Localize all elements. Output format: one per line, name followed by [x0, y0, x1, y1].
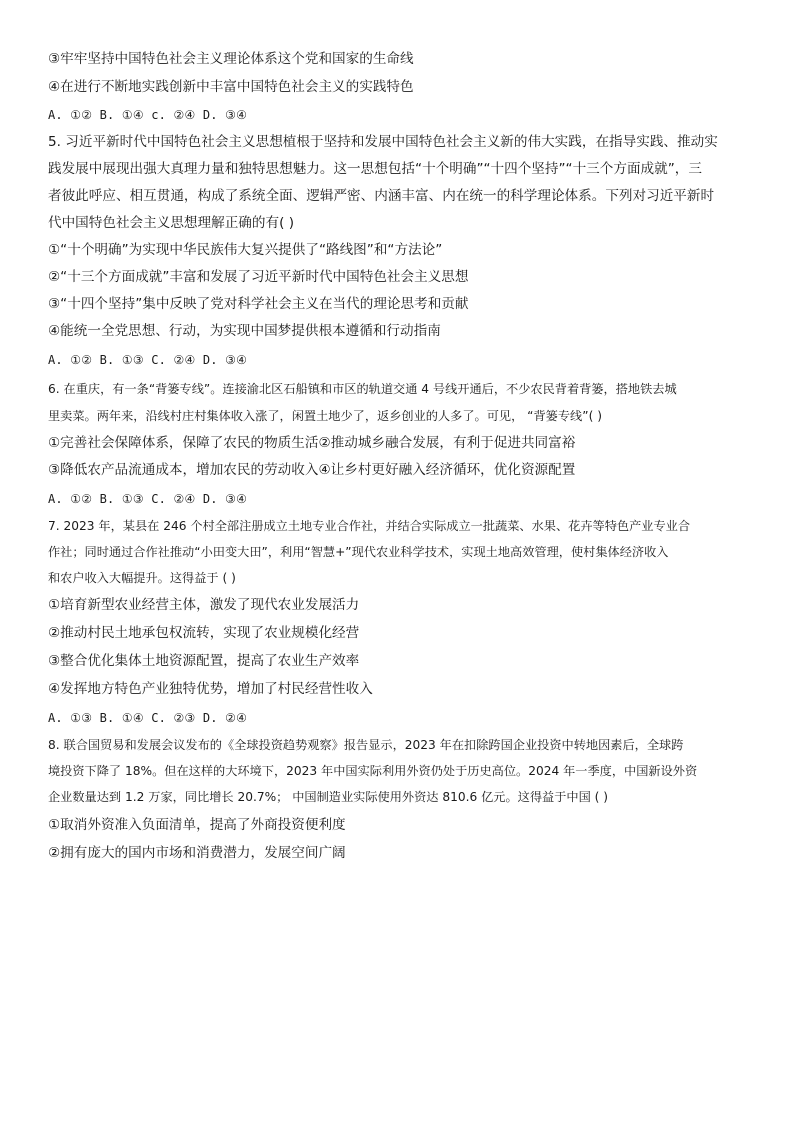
q8-statement-2: ②拥有庞大的国内市场和消费潜力，发展空间广阔: [48, 845, 346, 861]
q7-statement-1: ①培育新型农业经营主体，激发了现代农业发展活力: [48, 597, 360, 613]
q5-stem-line-4: 代中国特色社会主义思想理解正确的有( ): [48, 215, 295, 231]
q6-stem-line-1: 6. 在重庆，有一条“背篓专线”。连接渝北区石船镇和市区的轨道交通 4 号线开通后，不少农民背着背篓，搭地铁去城: [48, 382, 677, 396]
q6-options: A. ①② B. ①③ C. ②④ D. ③④: [48, 492, 248, 506]
q4-options: A. ①② B. ①④ c. ②④ D. ③④: [48, 108, 248, 122]
q6-stem-line-2: 里卖菜。两年来，沿线村庄村集体收入涨了，闲置土地少了，返乡创业的人多了。可见， “背篓专线”( ): [48, 409, 602, 423]
q7-stem-line-3: 和农户收入大幅提升。这得益于 ( ): [48, 571, 236, 585]
q8-stem-line-1: 8. 联合国贸易和发展会议发布的《全球投资趋势观察》报告显示，2023 年在扣除跨国企业投资中转地因素后，全球跨: [48, 738, 684, 752]
q7-statement-2: ②推动村民土地承包权流转，实现了农业规模化经营: [48, 625, 360, 641]
q5-statement-1: ①“十个明确”为实现中华民族伟大复兴提供了“路线图”和“方法论”: [48, 242, 443, 258]
q8-stem-line-3: 企业数量达到 1.2 万家，同比增长 20.7%； 中国制造业实际使用外资达 810.6 亿元。这得益于中国 ( ): [48, 790, 609, 804]
q5-statement-3: ③“十四个坚持”集中反映了党对科学社会主义在当代的理论思考和贡献: [48, 296, 469, 312]
q8-statement-1: ①取消外资准入负面清单，提高了外商投资便利度: [48, 817, 346, 833]
q5-statement-4: ④能统一全党思想、行动，为实现中国梦提供根本遵循和行动指南: [48, 323, 441, 339]
q5-stem-line-2: 践发展中展现出强大真理力量和独特思想魅力。这一思想包括“十个明确”“十四个坚持”“十三个方面成就”，三: [48, 161, 702, 177]
q8-stem-line-2: 境投资下降了 18%。但在这样的大环境下，2023 年中国实际利用外资仍处于历史高位。2024 年一季度，中国新设外资: [48, 764, 698, 778]
q7-options: A. ①③ B. ①④ C. ②③ D. ②④: [48, 711, 248, 725]
q7-stem-line-2: 作社；同时通过合作社推动“小田变大田”，利用“智慧+”现代农业科学技术，实现土地高效管理，使村集体经济收入: [48, 545, 669, 559]
q4-statement-3: ③牢牢坚持中国特色社会主义理论体系这个党和国家的生命线: [48, 51, 414, 67]
q6-statements-1-2: ①完善社会保障体系，保障了农民的物质生活②推动城乡融合发展，有利于促进共同富裕: [48, 435, 576, 451]
q7-statement-4: ④发挥地方特色产业独特优势，增加了村民经营性收入: [48, 681, 373, 697]
q7-stem-line-1: 7. 2023 年，某县在 246 个村全部注册成立土地专业合作社，并结合实际成立一批蔬菜、水果、花卉等特色产业专业合: [48, 519, 691, 533]
q7-statement-3: ③整合优化集体土地资源配置，提高了农业生产效率: [48, 653, 360, 669]
q6-statements-3-4: ③降低农产品流通成本，增加农民的劳动收入④让乡村更好融入经济循环，优化资源配置: [48, 462, 576, 478]
q5-options: A. ①② B. ①③ C. ②④ D. ③④: [48, 353, 248, 367]
q4-statement-4: ④在进行不断地实践创新中丰富中国特色社会主义的实践特色: [48, 79, 414, 95]
q5-stem-line-1: 5. 习近平新时代中国特色社会主义思想植根于坚持和发展中国特色社会主义新的伟大实践，在指导实践、推动实: [48, 134, 718, 150]
q5-statement-2: ②“十三个方面成就”丰富和发展了习近平新时代中国特色社会主义思想: [48, 269, 469, 285]
q5-stem-line-3: 者彼此呼应、相互贯通，构成了系统全面、逻辑严密、内涵丰富、内在统一的科学理论体系。下列对习近平新时: [48, 188, 715, 204]
